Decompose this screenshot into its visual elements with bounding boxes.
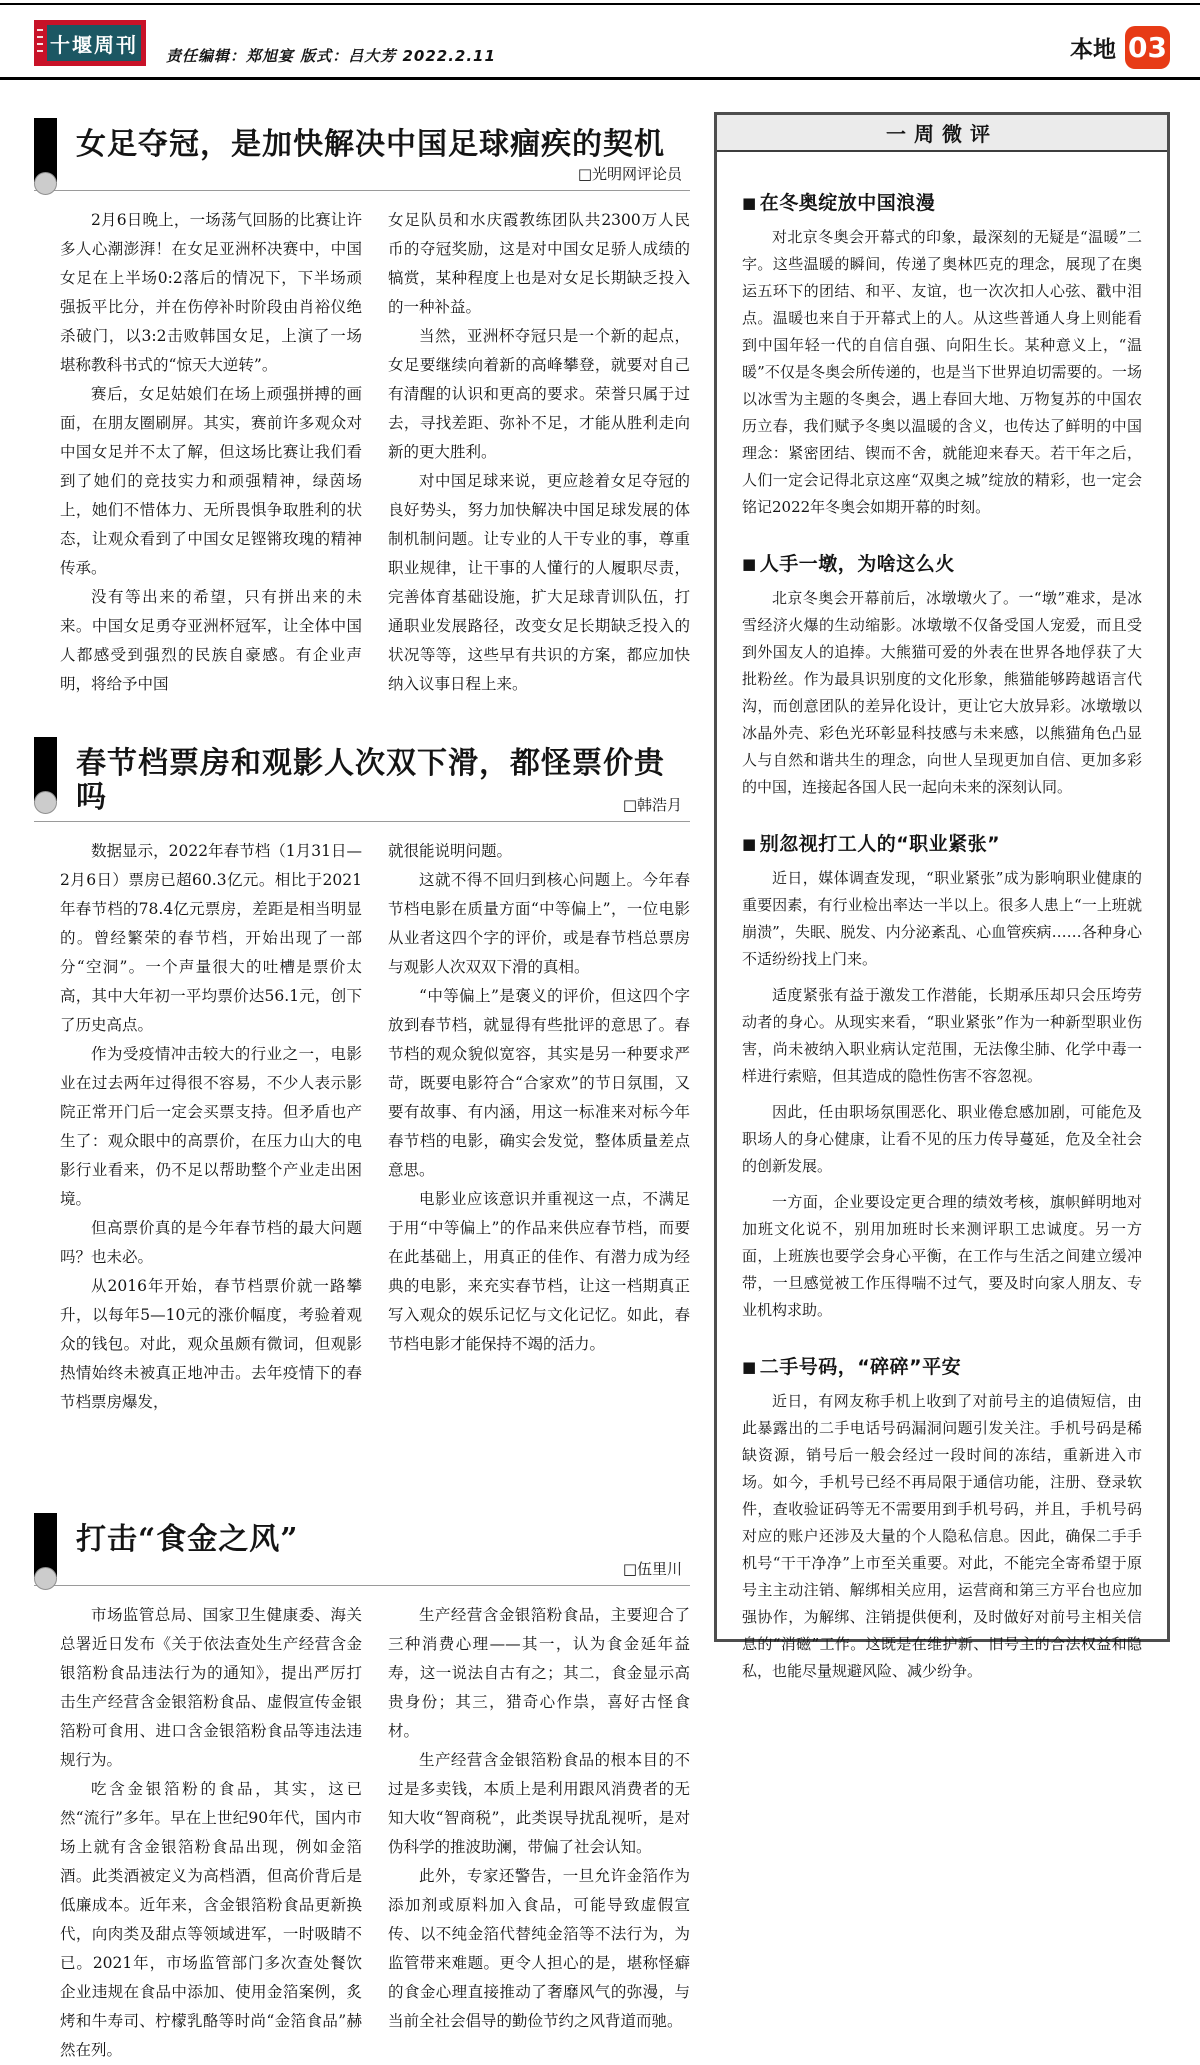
- article-paragraph: 作为受疫情冲击较大的行业之一，电影业在过去两年过得很不容易，不少人表示影院正常开门后一定会买票支持。但矛盾也产生了：观众眼中的高票价，在压力山大的电影行业看来，仍不足以帮助整个产业走出困境。: [60, 1045, 362, 1208]
- sidebar-section-heading-text: 别忽视打工人的“职业紧张”: [759, 833, 1001, 855]
- article-body: [34, 191, 690, 699]
- sidebar-section-heading-text: 人手一墩，为啥这么火: [759, 553, 955, 575]
- article-title: 打击“食金之风”: [76, 1522, 299, 1557]
- sidebar-paragraph: 对北京冬奥会开幕式的印象，最深刻的无疑是“温暖”二字。这些温暖的瞬间，传递了奥林匹克的理念，展现了在奥运五环下的团结、和平、友谊，也一次次扣人心弦、戳中泪点。温暖也来自于开幕式上的人。从这些普通人身上则能看到中国年轻一代的自信自强、向阳生长。某种意义上，“温暖”不仅是冬奥会所传递的，也是当下世界迫切需要的。一场以冰雪为主题的冬奥会，遇上春回大地、万物复苏的中国农历立春，我们赋予冬奥以温暖的含义，也传达了鲜明的中国理念：紧密团结、锲而不舍，就能迎来春天。若干年之后，人们一定会记得北京这座“双奥之城”绽放的精彩，也一定会铭记2022年冬奥会如期开幕的时刻。: [742, 228, 1142, 516]
- article-spring-festival-boxoffice: [34, 699, 690, 1417]
- sidebar-paragraph: 一方面，企业要设定更合理的绩效考核，旗帜鲜明地对加班文化说不，别用加班时长来测评职工忠诚度。另一方面，上班族也要学会身心平衡，在工作与生活之间建立缓冲带，一旦感觉被工作压得喘不过气，要及时向家人朋友、专业机构求助。: [742, 1193, 1142, 1319]
- binder-hole: [34, 1567, 57, 1590]
- sidebar-section-heading-text: 在冬奥绽放中国浪漫: [759, 192, 936, 214]
- article-title: 春节档票房和观影人次双下滑，都怪票价贵吗: [76, 746, 665, 815]
- sidebar-paragraph: 北京冬奥会开幕前后，冰墩墩火了。一“墩”难求，是冰雪经济火爆的生动缩影。冰墩墩不仅备受国人宠爱，而且受到外国友人的追捧。大熊猫可爱的外表在世界各地俘获了大批粉丝。作为最具识别度的文化形象，熊猫能够跨越语言代沟，而创意团队的差异化设计，更让它大放异彩。冰墩墩以冰晶外壳、彩色光环彰显科技感与未来感，以熊猫角色凸显人与自然和谐共生的理念，向世人呈现更加自信、更加多彩的中国，连接起各国人民一起向未来的深刻认同。: [742, 589, 1142, 796]
- masthead-title: 十堰周刊: [47, 25, 141, 61]
- sidebar-paragraph: 因此，任由职场氛围恶化、职业倦怠感加剧，可能危及职场人的身心健康，让看不见的压力传导蔓延，危及全社会的创新发展。: [742, 1103, 1142, 1175]
- article-byline: □光明网评论员: [577, 165, 682, 183]
- article-paragraph: 此外，专家还警告，一旦允许金箔作为添加剂或原料加入食品，可能导致虚假宣传、以不纯金箔代替纯金箔等不法行为，为监管带来难题。更令人担心的是，堪称怪癖的食金心理直接推动了奢靡风气的弥漫，与当前全社会倡导的勤俭节约之风背道而驰。: [388, 1867, 690, 2030]
- article-paragraph: 生产经营含金银箔粉食品，主要迎合了三种消费心理——其一，认为食金延年益寿，这一说法自古有之；其二，食金显示高贵身份；其三，猎奇心作祟，喜好古怪食材。: [388, 1606, 690, 1740]
- article-column-2: [388, 1601, 690, 2065]
- article-column-2: [388, 837, 690, 1417]
- sidebar-section-heading: [742, 829, 1142, 856]
- page-header: [34, 16, 1170, 68]
- article-paragraph: 吃含金银箔粉的食品，其实，这已然“流行”多年。早在上世纪90年代，国内市场上就有含金银箔粉食品出现，例如金箔酒。此类酒被定义为高档酒，但高价背后是低廉成本。近年来，含金银箔粉食品更新换代，向肉类及甜点等领域进军，一时吸睛不已。2021年，市场监管部门多次查处餐饮企业违规在食品中添加、使用金箔案例，炙烤和牛寿司、柠檬乳酪等时尚“金箔食品”赫然在列。: [60, 1780, 362, 2059]
- page-content: [34, 80, 1170, 2065]
- article-title: 女足夺冠，是加快解决中国足球痼疾的契机: [76, 127, 665, 162]
- article-paragraph: 从2016年开始，春节档票价就一路攀升，以每年5—10元的涨价幅度，考验着观众的钱包。对此，观众虽颇有微词，但观影热情始终未被真正地冲击。去年疫情下的春节档票房爆发，: [60, 1277, 362, 1411]
- article-paragraph: 生产经营含金银箔粉食品的根本目的不过是多卖钱，本质上是利用跟风消费者的无知大收“智商税”，此类误导扰乱视听，是对伪科学的推波助澜，带偏了社会认知。: [388, 1751, 690, 1856]
- article-paragraph: 2月6日晚上，一场荡气回肠的比赛让许多人心潮澎湃！在女足亚洲杯决赛中，中国女足在上半场0:2落后的情况下，下半场顽强扳平比分，并在伤停补时阶段由肖裕仪绝杀破门，以3:2击败韩国女足，上演了一场堪称教科书式的“惊天大逆转”。: [60, 211, 362, 374]
- square-bullet-icon: ■: [742, 1358, 757, 1376]
- sidebar-paragraph: 近日，有网友称手机上收到了对前号主的追债短信，由此暴露出的二手电话号码漏洞问题引发关注。手机号码是稀缺资源，销号后一般会经过一段时间的冻结，重新进入市场。如今，手机号已经不再局限于通信功能，注册、登录软件，查收验证码等无不需要用到手机号码，并且，手机号码对应的账户还涉及大量的个人隐私信息。因此，确保二手手机号“干干净净”上市至关重要。对此，不能完全寄希望于原号主主动注销、解绑相关应用，运营商和第三方平台也应加强协作，为解绑、注销提供便利，及时做好对前号主相关信息的“消磁”工作。这既是在维护新、旧号主的合法权益和隐私，也能尽量规避风险、减少纷争。: [742, 1392, 1142, 1680]
- article-paragraph: 没有等出来的希望，只有拼出来的未来。中国女足勇夺亚洲杯冠军，让全体中国人都感受到强烈的民族自豪感。有企业声明，将给予中国: [60, 588, 362, 693]
- article-paragraph: “中等偏上”是褒义的评价，但这四个字放到春节档，就显得有些批评的意思了。春节档的观众貌似宽容，其实是另一种要求严苛，既要电影符合“合家欢”的节日氛围，又要有故事、有内涵，用这一标准来对标今年春节档的电影，确实会发觉，整体质量差点意思。: [388, 987, 690, 1179]
- sidebar-sections: [717, 152, 1167, 1685]
- article-paragraph: 当然，亚洲杯夺冠只是一个新的起点，女足要继续向着新的高峰攀登，就要对自己有清醒的认识和更高的要求。荣誉只属于过去，寻找差距、弥补不足，才能从胜利走向新的更大胜利。: [388, 327, 690, 461]
- binder-hole: [34, 791, 57, 814]
- sidebar-section-heading: [742, 1352, 1142, 1379]
- article-paragraph: 数据显示，2022年春节档（1月31日—2月6日）票房已超60.3亿元。相比于2021年春节档的78.4亿元票房，差距是相当明显的。曾经繁荣的春节档，开始出现了一部分“空洞”。一个声量很大的吐槽是票价太高，其中大年初一平均票价达56.1元，创下了历史高点。: [60, 842, 362, 1034]
- article-body: [34, 1586, 690, 2065]
- article-column-1: [60, 206, 362, 699]
- sidebar-section-heading: [742, 549, 1142, 576]
- article-title-row: [34, 118, 690, 184]
- sidebar-section-heading: [742, 188, 1142, 215]
- sidebar-title: 一周微评: [717, 115, 1167, 152]
- article-title-row: [34, 1513, 690, 1579]
- article-paragraph: 电影业应该意识并重视这一点，不满足于用“中等偏上”的作品来供应春节档，而要在此基础上，用真正的佳作、有潜力成为经典的电影，来充实春节档，让这一档期真正写入观众的娱乐记忆与文化记忆。如此，春节档电影才能保持不竭的活力。: [388, 1190, 690, 1353]
- article-paragraph: 就很能说明问题。: [388, 842, 513, 860]
- articles-column: [34, 80, 690, 2065]
- sidebar-section-heading-text: 二手号码，“碎碎”平安: [759, 1356, 962, 1378]
- article-gold-foil-food: [34, 1417, 690, 2065]
- article-byline: □伍里川: [622, 1560, 682, 1578]
- article-column-1: [60, 837, 362, 1417]
- header-right: [1070, 26, 1170, 69]
- section-label: 本地: [1070, 37, 1116, 63]
- article-paragraph: 但高票价真的是今年春节档的最大问题吗？也未必。: [60, 1219, 362, 1266]
- sidebar-paragraph: 适度紧张有益于激发工作潜能，长期承压却只会压垮劳动者的身心。从现实来看，“职业紧张”作为一种新型职业伤害，尚未被纳入职业病认定范围，无法像尘肺、化学中毒一样进行索赔，但其造成的隐性伤害不容忽视。: [742, 986, 1142, 1085]
- masthead: [34, 20, 146, 66]
- square-bullet-icon: ■: [742, 555, 757, 573]
- article-paragraph: 这就不得不回归到核心问题上。今年春节档电影在质量方面“中等偏上”，一位电影从业者这四个字的评价，或是春节档总票房与观影人次双双下滑的真相。: [388, 871, 690, 976]
- sidebar-paragraph: 近日，媒体调查发现，“职业紧张”成为影响职业健康的重要因素，有行业检出率达一半以上。很多人患上“一上班就崩溃”，失眠、脱发、内分泌紊乱、心血管疾病……各种身心不适纷纷找上门来。: [742, 869, 1142, 968]
- page-top-rule: [0, 3, 1200, 5]
- article-women-football: [34, 80, 690, 699]
- square-bullet-icon: ■: [742, 194, 757, 212]
- article-column-2: [388, 206, 690, 699]
- article-title-row: [34, 737, 690, 815]
- article-byline: □韩浩月: [622, 796, 682, 814]
- page-number-badge: 03: [1125, 26, 1170, 69]
- binder-hole: [34, 172, 57, 195]
- square-bullet-icon: ■: [742, 835, 757, 853]
- weekly-commentary-box: [714, 112, 1170, 1680]
- editor-credit-line: 责任编辑：郑旭宴 版式：吕大芳 2022.2.11: [166, 47, 496, 65]
- article-column-1: [60, 1601, 362, 2065]
- article-paragraph: 市场监管总局、国家卫生健康委、海关总署近日发布《关于依法查处生产经营含金银箔粉食品违法行为的通知》，提出严厉打击生产经营含金银箔粉食品、虚假宣传金银箔粉可食用、进口含金银箔粉食品等违法违规行为。: [60, 1606, 362, 1769]
- masthead-side-strip: [37, 29, 43, 57]
- article-body: [34, 822, 690, 1417]
- article-paragraph: 对中国足球来说，更应趁着女足夺冠的良好势头，努力加快解决中国足球发展的体制机制问题。让专业的人干专业的事，尊重职业规律，让干事的人懂行的人履职尽责，完善体育基础设施，扩大足球青训队伍，打通职业发展路径，改变女足长期缺乏投入的状况等等，这些早有共识的方案，都应加快纳入议事日程上来。: [388, 472, 690, 693]
- article-paragraph: 女足队员和水庆霞教练团队共2300万人民币的夺冠奖励，这是对中国女足骄人成绩的犒赏，某种程度上也是对女足长期缺乏投入的一种补益。: [388, 211, 690, 316]
- article-paragraph: 赛后，女足姑娘们在场上顽强拼搏的画面，在朋友圈刷屏。其实，赛前许多观众对中国女足并不太了解，但这场比赛让我们看到了她们的竞技实力和顽强精神，绿茵场上，她们不惜体力、无所畏惧争取胜利的状态，让观众看到了中国女足铿锵玫瑰的精神传承。: [60, 385, 362, 577]
